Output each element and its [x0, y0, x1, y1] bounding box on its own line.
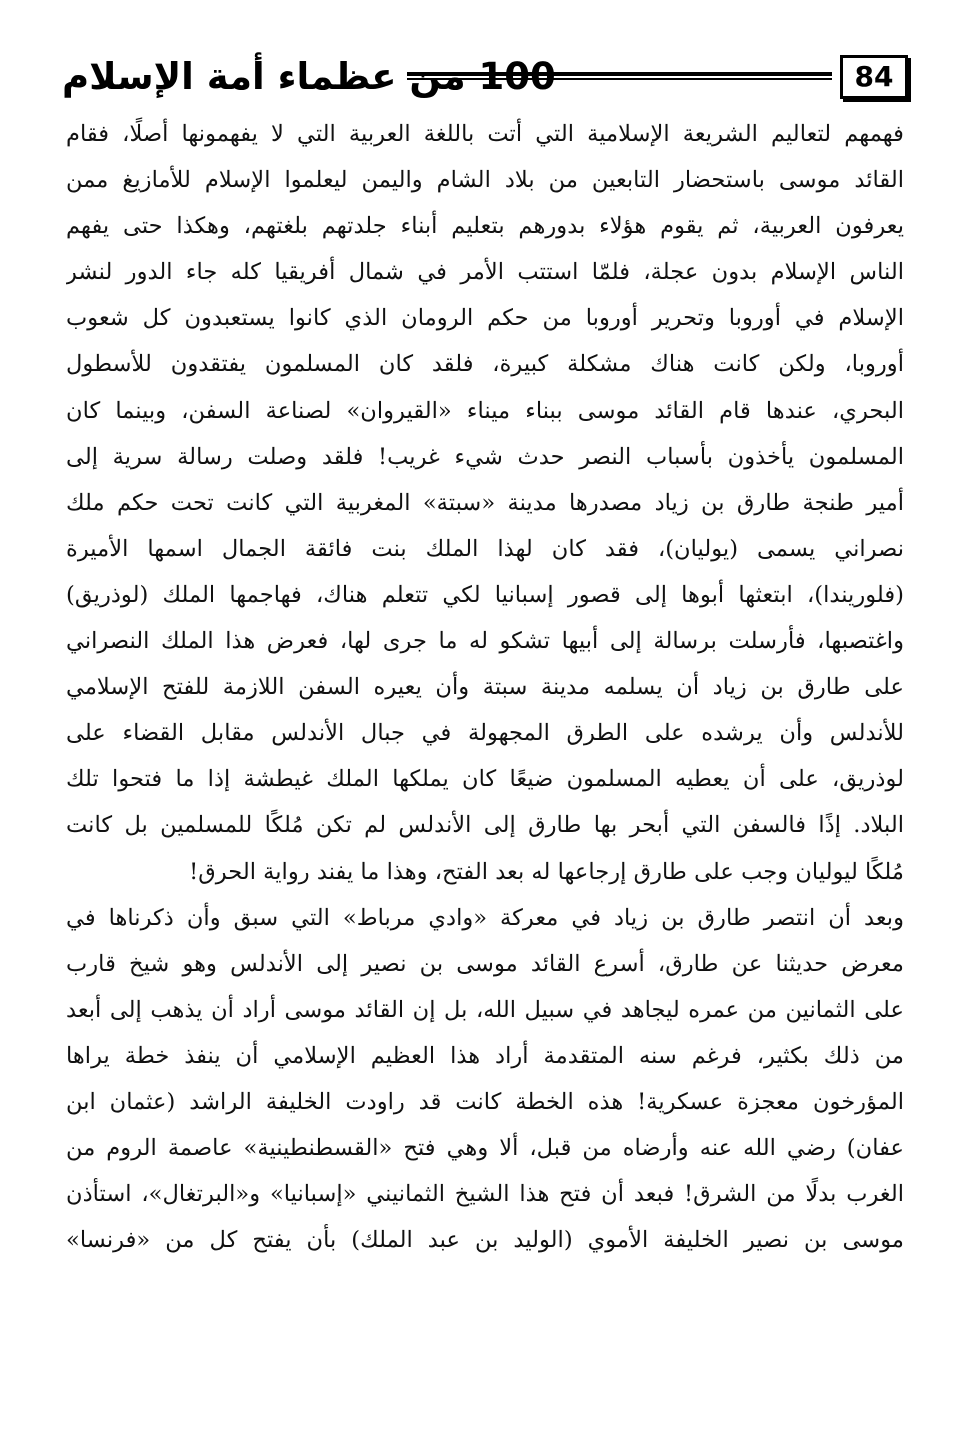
- text-line: الإسلام في أوروبا وتحرير أوروبا من حكم الرومان الذي كانوا يستعبدون كل شعوب: [66, 305, 904, 332]
- header-rule: [407, 72, 832, 80]
- text-line: المؤرخون معجزة عسكرية! هذه الخطة كانت قد راودت الخليفة الراشد (عثمان ابن: [66, 1088, 904, 1115]
- text-line: موسى بن نصير الخليفة الأموي (الوليد بن عبد الملك) بأن يفتح كل من «فرنسا»: [66, 1227, 904, 1254]
- text-line: وبعد أن انتصر طارق بن زياد في معركة «وادي مرباط» التي سبق وأن ذكرناها في: [66, 904, 904, 931]
- text-line: لوذريق، على أن يعطيه المسلمون ضيعًا كان يملكها الملك غيطشة إذا ما فتحوا تلك: [66, 766, 904, 793]
- text-line: القائد موسى باستحضار التابعين من بلاد الشام واليمن ليعلموا الإسلام للأمازيغ ممن: [66, 167, 904, 194]
- text-line: معرض حديثنا عن طارق، أسرع القائد موسى بن نصير إلى الأندلس وهو شيخ قارب: [66, 950, 904, 977]
- page-number: 84: [840, 55, 908, 99]
- text-line: يعرفون العربية، ثم يقوم هؤلاء بدورهم بتعليم أبناء جلدتهم بلغتهم، وهكذا حتى يفهم: [66, 213, 904, 240]
- page-header: [62, 52, 910, 102]
- text-line: البحري، عندها قام القائد موسى ببناء ميناء «القيروان» لصناعة السفن، وبينما كان: [66, 397, 904, 424]
- text-line: عفان) رضي الله عنه وأرضاه من قبل، ألا وهي فتح «القسطنطينية» عاصمة الروم من: [66, 1135, 904, 1162]
- text-line: مُلكًا ليوليان وجب على طارق إرجاعها له بعد الفتح، وهذا ما يفند رواية الحرق!: [189, 858, 904, 885]
- text-line: على طارق بن زياد أن يسلمه مدينة سبتة وأن يعيره السفن اللازمة للفتح الإسلامي: [66, 674, 904, 701]
- text-line: أوروبا، ولكن كانت هناك مشكلة كبيرة، فلقد كان المسلمون يفتقدون للأسطول: [66, 351, 904, 378]
- text-line: فهمهم لتعاليم الشريعة الإسلامية التي أتت باللغة العربية التي لا يفهمونها أصلًا، فقام: [66, 121, 904, 147]
- text-line: الناس الإسلام بدون عجلة، فلمّا استتب الأمر في شمال أفريقيا كله جاء الدور لنشر: [66, 259, 904, 286]
- text-line: المسلمون يأخذون بأسباب النصر حدث شيء غريب! فلقد وصلت رسالة سرية إلى: [66, 443, 904, 470]
- text-line: من ذلك بكثير، فرغم سنه المتقدمة أراد هذا العظيم الإسلامي أن ينفذ خطة يراها: [66, 1042, 904, 1069]
- text-line: البلاد. إذًا فالسفن التي أبحر بها طارق إلى الأندلس لم تكن مُلكًا للمسلمين بل كانت: [66, 812, 904, 839]
- text-line: الغرب بدلًا من الشرق! فبعد أن فتح هذا الشيخ الثمانيني «إسبانيا» و«البرتغال»، استأذن: [66, 1181, 904, 1208]
- book-title: 100 من عظماء أمة الإسلام: [62, 55, 556, 98]
- text-line: نصراني يسمى (يوليان)، فقد كان لهذا الملك بنت فائقة الجمال اسمها الأميرة: [66, 535, 904, 562]
- text-line: للأندلس وأن يرشده على الطرق المجهولة في جبال الأندلس مقابل القضاء على: [66, 720, 904, 747]
- text-line: (فلوريندا)، ابتعثها أبوها إلى قصور إسبانيا لكي تتعلم هناك، فهاجمها الملك (لوذريق): [66, 581, 904, 608]
- body-text: [66, 111, 904, 1263]
- text-line: أمير طنجة طارق بن زياد مصدرها مدينة «سبتة» المغربية التي كانت تحت حكم ملك: [66, 489, 904, 516]
- text-line: واغتصبها، فأرسلت برسالة إلى أبيها تشكو له ما جرى لها، فعرض هذا الملك النصراني: [66, 628, 904, 655]
- text-line: على الثمانين من عمره ليجاهد في سبيل الله، بل إن القائد موسى أراد أن يذهب إلى أبعد: [66, 996, 904, 1023]
